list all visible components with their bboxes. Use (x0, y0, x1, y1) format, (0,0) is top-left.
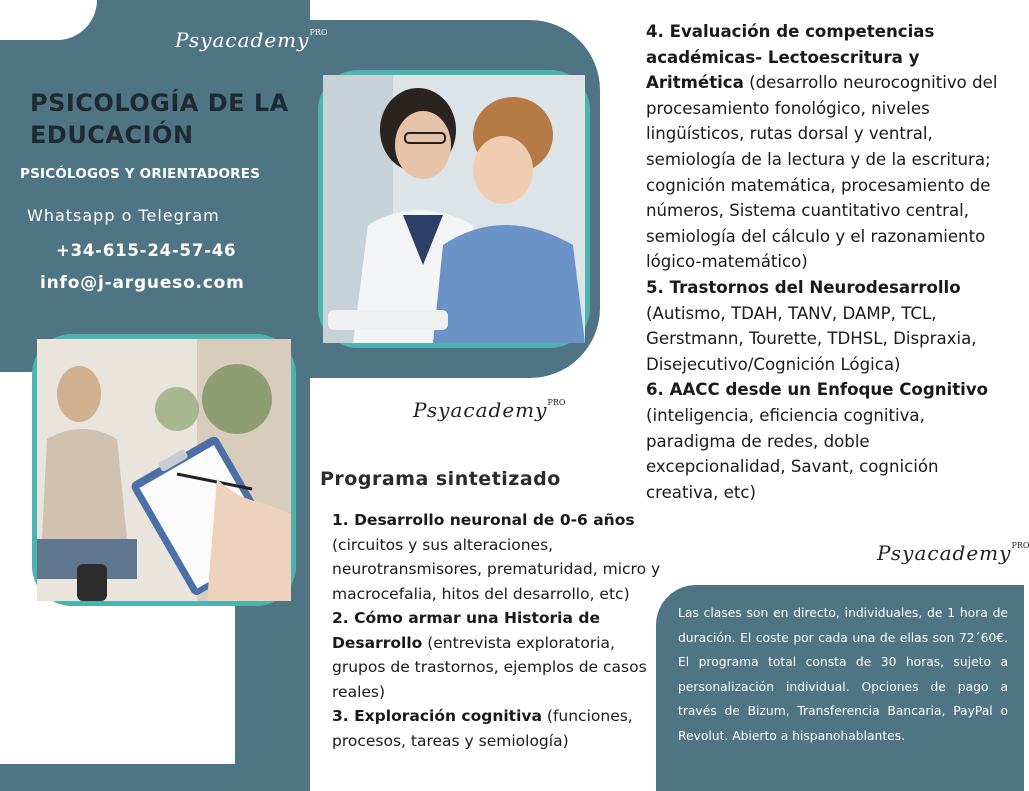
program-item (646, 19, 1006, 275)
program-item-detail: (desarrollo neurocognitivo del procesamiento fonológico, niveles lingüísticos, rutas dorsal y ventral, semiología de la lectura y de la escritura; cognición matemática, procesamiento de números, Sistema cuantitativo central, semiología del cálculo y el razonamiento lógico-matemático) (646, 73, 998, 272)
photo-illustration-icon (37, 339, 291, 601)
program-item (332, 508, 662, 606)
contact-label: Whatsapp o Telegram (27, 206, 220, 225)
logo-suffix: PRO (1011, 541, 1029, 550)
program-item-detail: (circuitos y sus alteraciones, neurotransmisores, prematuridad, micro y macrocefalia, hitos del desarrollo, etc) (332, 535, 661, 603)
program-item-title: 1. Desarrollo neuronal de 0-6 años (332, 511, 635, 529)
program-item-title: 6. AACC desde un Enfoque Cognitivo (646, 380, 989, 400)
program-item-detail: (funciones, procesos, tareas y semiología) (332, 707, 633, 750)
photo-illustration-icon (323, 75, 585, 343)
brand-logo (413, 398, 565, 422)
page-subtitle: PSICÓLOGOS Y ORIENTADORES (20, 166, 261, 182)
brand-logo (877, 541, 1029, 565)
logo-suffix: PRO (309, 28, 328, 37)
program-item-title: 4. Evaluación de competencias académicas- Lectoescritura y Aritmética (646, 22, 935, 93)
program-item-title: 2. Cómo armar una Historia de Desarrollo (332, 609, 600, 652)
logo-suffix: PRO (547, 398, 566, 407)
page-title: PSICOLOGÍA DE LA EDUCACIÓN (30, 89, 289, 149)
patient-session-clipboard-photo (32, 334, 296, 606)
logo-text: Psyacademy (877, 541, 1012, 565)
program-item-detail: (Autismo, TDAH, TANV, DAMP, TCL, Gerstmann, Tourette, TDHSL, Dispraxia, Disejecutivo/Cognición Lógica) (646, 303, 977, 374)
program-column-right (646, 19, 1006, 505)
brand-logo (175, 28, 327, 52)
program-item-title: 5. Trastornos del Neurodesarrollo (646, 277, 961, 297)
email-address[interactable]: info@j-argueso.com (40, 273, 245, 293)
program-heading: Programa sintetizado (320, 468, 561, 490)
pricing-info-text: Las clases son en directo, individuales, de 1 hora de duración. El coste por cada una de ellas son 72´60€. El programa total consta de 30 horas, sujeto a personalización individual. Opciones de pago a través de Bizum, Transferencia Bancaria, PayPal o Revolut. Abierto a hispanohablantes. (678, 606, 1008, 743)
program-item (332, 704, 662, 753)
program-item-title: 3. Exploración cognitiva (332, 707, 542, 725)
program-item (332, 606, 662, 704)
program-item-detail: (inteligencia, eficiencia cognitiva, paradigma de redes, doble excepcionalidad, Savant, cognición creativa, etc) (646, 405, 939, 502)
program-item (646, 377, 1006, 505)
program-item-detail: (entrevista exploratoria, grupos de trastornos, ejemplos de casos reales) (332, 633, 647, 701)
program-item (646, 275, 1006, 377)
program-column-middle (332, 508, 662, 753)
phone-number[interactable]: +34-615-24-57-46 (56, 241, 237, 260)
logo-text: Psyacademy (413, 398, 548, 422)
psychologist-with-child-photo (318, 70, 590, 348)
logo-text: Psyacademy (175, 28, 310, 52)
bottom-strip-background (0, 764, 310, 791)
